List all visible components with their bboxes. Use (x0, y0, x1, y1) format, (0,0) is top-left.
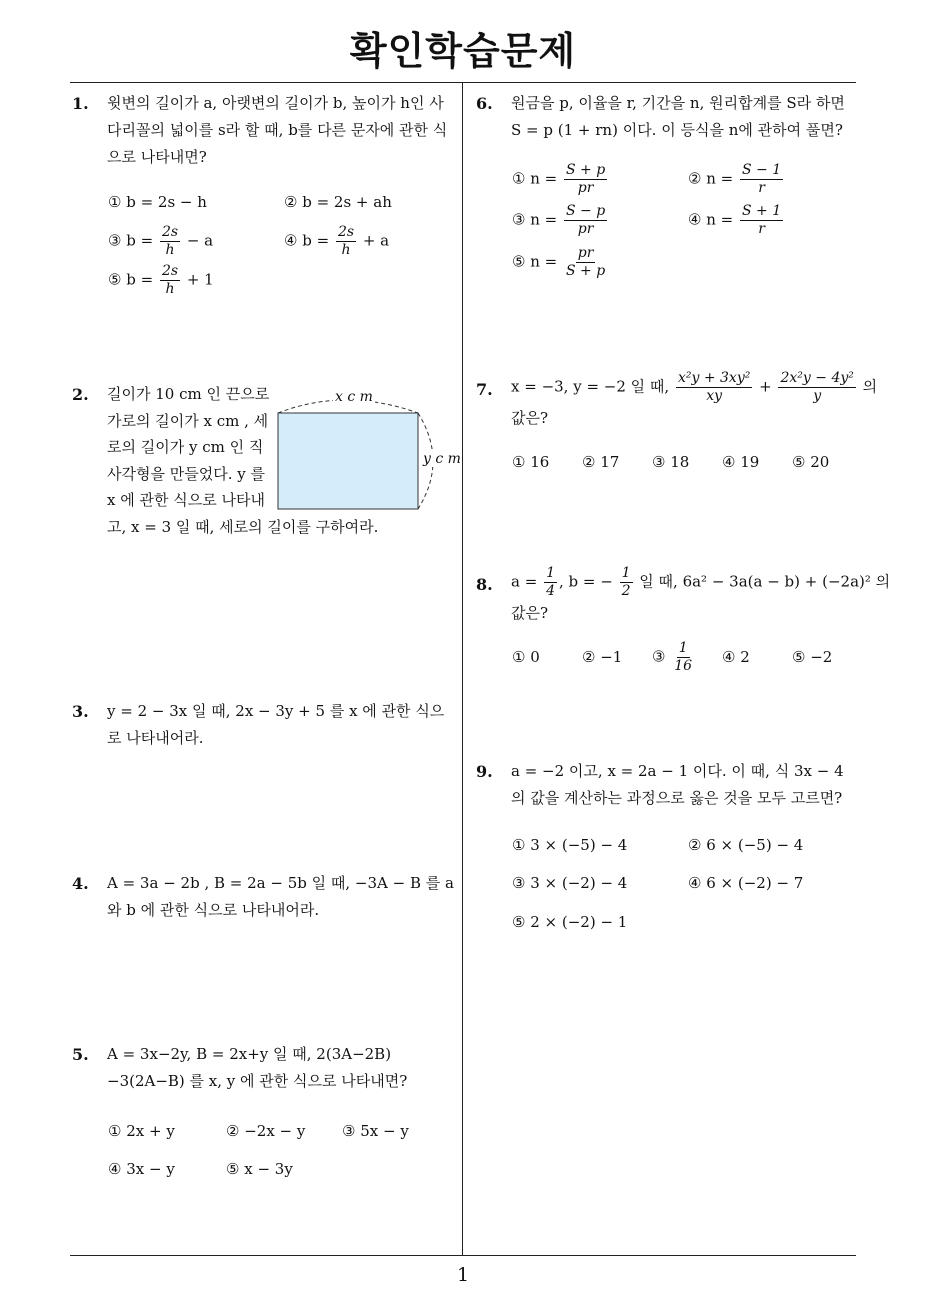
option-3[interactable] (108, 224, 213, 259)
option-1[interactable]: ① 2x + y (108, 1122, 175, 1140)
fraction-denominator: h (341, 242, 351, 258)
fraction (160, 224, 180, 259)
option-5[interactable]: ⑤ 2 × (−2) − 1 (512, 913, 628, 931)
question-text: A = 3a − 2b , B = 2a − 5b 일 때, −3A − B 를 a 와 b 에 관한 식으로 나타내어라. (107, 874, 454, 919)
width-label: x c m (335, 389, 373, 405)
fraction-numerator: S + 1 (742, 203, 782, 219)
fraction (564, 245, 607, 280)
fraction (564, 203, 607, 238)
option-5[interactable]: ⑤ x − 3y (226, 1160, 293, 1178)
question-text: y = 2 − 3x 일 때, 2x − 3y + 5 를 x 에 관한 식으로 나타내어라. (107, 702, 445, 747)
option-3[interactable] (512, 203, 609, 238)
fraction (672, 640, 694, 675)
question-text: a = −2 이고, x = 2a − 1 이다. 이 때, 식 3x − 4 의 값을 계산하는 과정으로 옳은 것을 모두 고르면? (511, 762, 844, 807)
height-label: y c m (423, 451, 461, 467)
fraction (740, 203, 783, 238)
question-text-line: 사각형을 만들었다. y 를 (107, 464, 265, 483)
fraction-numerator: S − 1 (742, 162, 782, 178)
fraction-denominator: 2 (621, 583, 631, 599)
fraction-denominator: r (758, 180, 765, 196)
question-text: 윗변의 길이가 a, 아랫변의 길이가 b, 높이가 h인 사다리꼴의 넓이를 s라 할 때, b를 다른 문자에 관한 식으로 나타내면? (107, 94, 448, 166)
option-4[interactable]: ④ 6 × (−2) − 7 (688, 874, 804, 892)
fraction-numerator: 1 (678, 640, 688, 656)
option-1[interactable]: ① 0 (512, 648, 540, 666)
question-6 (476, 90, 858, 144)
question-8 (476, 565, 891, 627)
question-number: 2. (72, 385, 89, 404)
question-4 (72, 870, 458, 924)
fraction (336, 224, 356, 259)
option-5[interactable]: ⑤ 20 (792, 453, 830, 471)
question-number: 3. (72, 702, 89, 721)
option-label: ③ b = (108, 231, 154, 250)
option-1[interactable]: ① 3 × (−5) − 4 (512, 836, 628, 854)
fraction-numerator: x²y + 3xy² (677, 370, 751, 386)
fraction-denominator: xy (706, 388, 723, 404)
fraction-numerator: 2s (337, 224, 355, 240)
question-number: 4. (72, 874, 89, 893)
option-5[interactable] (108, 263, 214, 298)
question-9 (476, 758, 858, 812)
fraction (564, 162, 607, 197)
option-5[interactable]: ⑤ −2 (792, 648, 833, 666)
option-tail: + a (362, 231, 390, 250)
option-4[interactable]: ④ 19 (722, 453, 760, 471)
question-1 (72, 90, 458, 171)
option-label: ③ n = (512, 210, 558, 229)
option-2[interactable]: ② −2x − y (226, 1122, 306, 1140)
option-5[interactable] (512, 245, 609, 280)
option-tail: − a (186, 231, 214, 250)
question-number: 7. (476, 380, 493, 399)
question-text: , b = − (558, 572, 613, 591)
column-divider (462, 83, 463, 1255)
fraction-numerator: 2s (161, 224, 179, 240)
option-4[interactable] (688, 203, 785, 238)
question-number: 5. (72, 1045, 89, 1064)
fraction-numerator: 1 (621, 565, 631, 581)
page-title: 확인학습문제 (349, 29, 577, 73)
fraction-numerator: pr (577, 245, 594, 261)
option-2[interactable]: ② 17 (582, 453, 620, 471)
fraction-numerator: 2s (161, 263, 179, 279)
question-number: 8. (476, 575, 493, 594)
fraction-numerator: S + p (566, 162, 606, 178)
question-text: A = 3x−2y, B = 2x+y 일 때, 2(3A−2B)−3(2A−B) 를 x, y 에 관한 식으로 나타내면? (107, 1045, 408, 1090)
option-2[interactable] (688, 162, 785, 197)
option-1[interactable] (512, 162, 609, 197)
option-3[interactable]: ③ 3 × (−2) − 4 (512, 874, 628, 892)
question-text-line: 길이가 10 cm 인 끈으로 (107, 385, 270, 403)
question-3 (72, 698, 458, 752)
option-1[interactable]: ① b = 2s − h (108, 193, 207, 211)
fraction-denominator: pr (577, 180, 594, 196)
option-3[interactable]: ③ 18 (652, 453, 690, 471)
fraction-denominator: h (165, 242, 175, 258)
option-4[interactable] (284, 224, 389, 259)
question-text-line: 고, x = 3 일 때, 세로의 길이를 구하여라. (107, 517, 379, 536)
option-4[interactable]: ④ 3x − y (108, 1160, 175, 1178)
page-number: 1 (456, 1264, 470, 1286)
question-number: 1. (72, 94, 89, 113)
question-number: 9. (476, 762, 493, 781)
option-label: ⑤ n = (512, 252, 558, 271)
option-2[interactable]: ② 6 × (−5) − 4 (688, 836, 804, 854)
option-3[interactable]: ③ 5x − y (342, 1122, 409, 1140)
question-7 (476, 370, 878, 432)
fraction-denominator: r (758, 221, 765, 237)
fraction-denominator: 4 (546, 583, 555, 599)
question-5 (72, 1041, 458, 1095)
question-text: 값은? (511, 604, 549, 622)
bottom-rule (70, 1255, 856, 1256)
fraction-numerator: 2x²y − 4y² (780, 370, 854, 386)
option-label: ③ (652, 647, 666, 666)
question-text-line: 로의 길이가 y cm 인 직 (107, 438, 264, 456)
fraction (544, 565, 557, 600)
fraction-denominator: y (813, 388, 822, 404)
question-text: 의 (862, 377, 878, 396)
option-3[interactable] (652, 640, 696, 675)
question-text: a = (511, 572, 538, 591)
option-label: ④ n = (688, 210, 734, 229)
question-text: 원금을 p, 이율을 r, 기간을 n, 원리합계를 S라 하면 S = p (1 + rn) 이다. 이 등식을 n에 관하여 풀면? (511, 94, 845, 139)
question-text-line: 가로의 길이가 x cm , 세 (107, 411, 269, 430)
fraction (778, 370, 855, 405)
fraction-denominator: pr (577, 221, 594, 237)
option-label: ④ b = (284, 231, 330, 250)
fraction (620, 565, 633, 600)
question-text: 값은? (511, 409, 549, 427)
question-text-line: x 에 관한 식으로 나타내 (107, 491, 265, 509)
fraction-numerator: S − p (566, 203, 606, 219)
option-2[interactable]: ② b = 2s + ah (284, 193, 392, 211)
fraction (740, 162, 783, 197)
question-text: x = −3, y = −2 일 때, (511, 377, 670, 396)
option-label: ⑤ b = (108, 270, 154, 289)
fraction-denominator: 16 (674, 658, 693, 674)
fraction (676, 370, 752, 405)
option-tail: + 1 (186, 270, 214, 289)
option-4[interactable]: ④ 2 (722, 648, 750, 666)
option-label: ① n = (512, 169, 558, 188)
question-number: 6. (476, 94, 493, 113)
plus-sign: + (759, 377, 772, 396)
option-1[interactable]: ① 16 (512, 453, 550, 471)
fraction-denominator: S + p (566, 263, 606, 279)
option-label: ② n = (688, 169, 734, 188)
fraction (160, 263, 180, 298)
top-rule (70, 82, 856, 83)
question-text: 일 때, 6a² − 3a(a − b) + (−2a)² 의 (639, 572, 891, 591)
fraction-numerator: 1 (546, 565, 555, 581)
option-2[interactable]: ② −1 (582, 648, 623, 666)
rectangle-shape (278, 413, 418, 509)
fraction-denominator: h (165, 281, 175, 297)
